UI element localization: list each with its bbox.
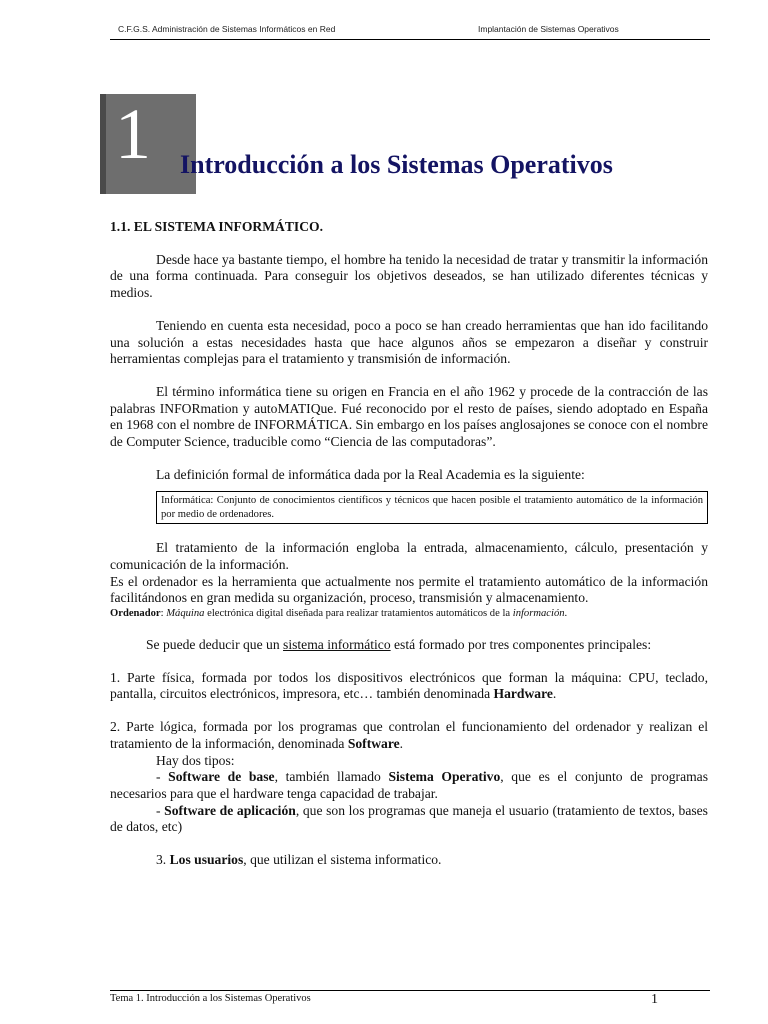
footer-left-text: Tema 1. Introducción a los Sistemas Operativos (110, 993, 311, 1004)
t1-end: , que es el conjunto de programas necesarios para que el hardware tenga capacidad de trabajar. (110, 769, 709, 801)
ordenador-label: Ordenador (110, 608, 161, 620)
definition-box: Informática: Conjunto de conocimientos científicos y técnicos que hacen posible el tratamiento automático de la información por medio de ordenadores. (156, 491, 708, 524)
paragraph-5a: El tratamiento de la información engloba la entrada, almacenamiento, cálculo, presentación y comunicación de la información. (110, 540, 708, 572)
ordenador-italic-1: Máquina (166, 608, 205, 620)
header-left-text: C.F.G.S. Administración de Sistemas Informáticos en Red (118, 24, 336, 34)
list-item-2 (110, 719, 708, 752)
item1-bold: Hardware (493, 686, 553, 702)
paragraph-5b: Es el ordenador es la herramienta que actualmente nos permite el tratamiento automático de la información facilitándonos en gran medida su organización, proceso, transmisión y almacenamiento. (110, 573, 708, 606)
list-item-1 (110, 670, 708, 703)
type-2 (110, 803, 708, 836)
t1-bold: Software de base (168, 769, 275, 785)
section-heading: 1.1. EL SISTEMA INFORMÁTICO. (110, 219, 324, 234)
ordenador-end: . (564, 608, 568, 620)
t1-mid: , también llamado (274, 769, 389, 785)
t1-dash: - (156, 769, 169, 785)
document-body (110, 219, 708, 869)
p6-post: está formado por tres componentes principales: (390, 637, 652, 653)
p6-pre: Se puede deducir que un (146, 637, 284, 653)
ordenador-definition (110, 607, 708, 621)
paragraph-3: El término informática tiene su origen en Francia en el año 1962 y procede de la contracción de las palabras INFORmation y autoMATIQue. Fué reconocido por el resto de países, siendo adoptado en España en 1968 con el nombre de INFORMÁTICA. Sin embargo en los países anglosajones se conoce con el nombre de Computer Science, traducible como “Ciencia de las computadoras”. (110, 383, 708, 450)
paragraph-4: La definición formal de informática dada por la Real Academia es la siguiente: (156, 466, 585, 482)
item2-bold: Software (347, 735, 400, 751)
item3-pre: 3. (156, 852, 170, 868)
item2-text: 2. Parte lógica, formada por los programas que controlan el funcionamiento del ordenador y realizan el tratamiento de la información, denominada (110, 719, 708, 751)
sistema-informatico-link: sistema informático (283, 637, 391, 653)
paragraph-1: Desde hace ya bastante tiempo, el hombre ha tenido la necesidad de tratar y transmitir la información de una forma continuada. Para conseguir los objetivos deseados, se han utilizado diferentes técnicas y medios. (110, 251, 708, 301)
types-heading: Hay dos tipos: (156, 752, 235, 768)
paragraph-6 (110, 637, 708, 654)
page-header (110, 24, 710, 40)
item3-bold: Los usuarios (169, 852, 244, 868)
item3-end: , que utilizan el sistema informatico. (243, 852, 442, 868)
type-1 (110, 769, 708, 802)
ordenador-sep: : (160, 608, 167, 620)
chapter-title: Introducción a los Sistemas Operativos (180, 150, 613, 179)
page-number: 1 (651, 992, 658, 1007)
item1-text: 1. Parte física, formada por todos los dispositivos electrónicos que forman la máquina: CPU, teclado, pantalla, circuitos electrónicos, impresora, etc… también denominada (110, 669, 708, 702)
t2-dash: - (156, 802, 165, 818)
item2-end: . (399, 735, 404, 751)
header-right-text: Implantación de Sistemas Operativos (478, 24, 619, 34)
t2-bold: Software de aplicación (164, 802, 296, 818)
ordenador-middle: electrónica digital diseñada para realizar tratamientos automáticos de la (204, 608, 513, 620)
page-footer (110, 990, 710, 1007)
ordenador-italic-2: información (512, 608, 565, 620)
item1-end: . (552, 686, 557, 702)
list-item-3 (110, 852, 708, 869)
t2-end: , que son los programas que maneja el usuario (tratamiento de textos, bases de datos, etc) (110, 802, 708, 835)
t1-bold-2: Sistema Operativo (388, 769, 501, 785)
chapter-number: 1 (115, 94, 151, 174)
paragraph-2: Teniendo en cuenta esta necesidad, poco a poco se han creado herramientas que han ido facilitando una solución a estas necesidades hasta que hace algunos años se empezaron a diseñar y construir herramientas complejas para el tratamiento y transmisión de información. (110, 317, 708, 367)
